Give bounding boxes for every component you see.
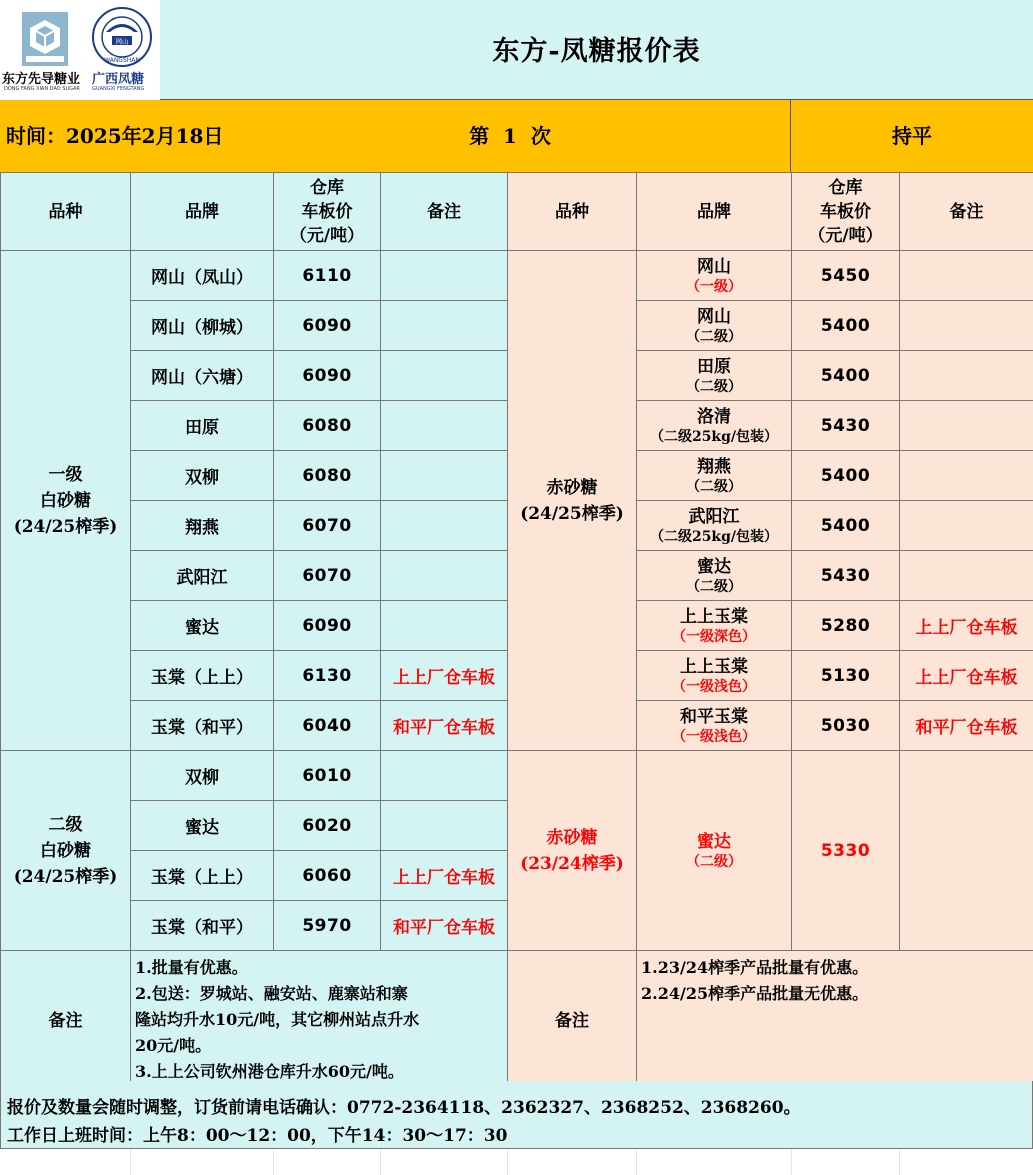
header-price [792, 173, 900, 251]
brand-cell: 田原 [131, 401, 274, 451]
header-price-line: （元/吨） [289, 225, 365, 246]
price-cell: 5970 [274, 901, 381, 951]
dongfang-logo-pinyin: DONG FANG XIAN DAO SUGAR [4, 86, 80, 92]
header-price [274, 173, 381, 251]
variety-line: 白砂糖 [40, 840, 91, 861]
price-cell: 5400 [792, 501, 900, 551]
note-cell [900, 501, 1033, 551]
header-note: 备注 [381, 173, 508, 251]
brand-name: 网山 [697, 306, 731, 327]
office-hours-line: 工作日上班时间：上午8：00～12：00，下午14：30～17：30 [7, 1126, 508, 1146]
notes-label: 备注 [1, 951, 131, 1086]
brand-grade: （二级25kg/包装） [649, 428, 779, 445]
fengtang-badge-ring: WANGSHAN [104, 57, 140, 64]
notes-row [1, 951, 1033, 1086]
price-cell: 6110 [274, 251, 381, 301]
variety-cell [1, 251, 131, 751]
brand-name: 网山 [697, 256, 731, 277]
brand-cell: 蜜达 [131, 801, 274, 851]
fengtang-logo-pinyin: GUANGXI FENGTANG [92, 86, 145, 92]
note-cell [381, 401, 508, 451]
brand-cell: 网山（柳城） [131, 301, 274, 351]
price-cell: 5400 [792, 351, 900, 401]
brand-name: 田原 [697, 356, 731, 377]
sheet-title: 东方-凤糖报价表 [492, 36, 701, 67]
price-cell: 6040 [274, 701, 381, 751]
brand-cell: 玉棠（和平） [131, 901, 274, 951]
price-cell: 6130 [274, 651, 381, 701]
fengtang-logo-name: 广西凤糖 [92, 72, 145, 87]
brand-name: 蜜达 [697, 831, 731, 852]
price-cell: 5400 [792, 451, 900, 501]
note-cell: 和平厂仓车板 [381, 901, 508, 951]
brand-cell [637, 501, 792, 551]
note-cell [900, 451, 1033, 501]
variety-cell [508, 251, 637, 751]
brand-cell [637, 751, 792, 951]
price-cell: 5400 [792, 301, 900, 351]
price-cell: 6080 [274, 401, 381, 451]
header-variety: 品种 [508, 173, 637, 251]
info-row [0, 100, 1033, 172]
note-cell [381, 501, 508, 551]
variety-line: (23/24榨季) [520, 853, 624, 874]
brand-cell: 玉棠（上上） [131, 651, 274, 701]
brand-cell [637, 351, 792, 401]
note-cell: 上上厂仓车板 [381, 851, 508, 901]
contact-footer [0, 1081, 1033, 1149]
dongfang-logo-icon [22, 12, 68, 66]
variety-line: 二级 [48, 814, 83, 835]
note-cell [381, 601, 508, 651]
brand-name: 上上玉棠 [680, 656, 748, 677]
brand-cell: 蜜达 [131, 601, 274, 651]
brand-cell [637, 651, 792, 701]
price-cell: 6020 [274, 801, 381, 851]
note-cell [381, 251, 508, 301]
header-brand: 品牌 [131, 173, 274, 251]
brand-cell [637, 401, 792, 451]
contact-line: 报价及数量会随时调整，订货前请电话确认：0772-2364118、2362327、2368252、2368260。 [7, 1098, 801, 1118]
note-cell [900, 401, 1033, 451]
price-cell: 6090 [274, 601, 381, 651]
brand-grade: （一级） [686, 278, 742, 295]
price-cell: 5280 [792, 601, 900, 651]
header-price-line: （元/吨） [808, 225, 883, 246]
brand-cell: 玉棠（上上） [131, 851, 274, 901]
brand-cell: 双柳 [131, 751, 274, 801]
price-cell: 5130 [792, 651, 900, 701]
notes-label: 备注 [508, 951, 637, 1086]
price-cell: 5430 [792, 401, 900, 451]
brand-grade: （二级25kg/包装） [649, 528, 779, 545]
note-cell [381, 551, 508, 601]
variety-cell [508, 751, 637, 951]
price-cell: 5030 [792, 701, 900, 751]
sheet-header [0, 0, 1033, 100]
note-cell [381, 301, 508, 351]
variety-line: 一级 [48, 464, 83, 485]
brand-name: 蜜达 [697, 556, 731, 577]
variety-line: (24/25榨季) [520, 503, 624, 524]
brand-cell: 玉棠（和平） [131, 701, 274, 751]
brand-name: 上上玉棠 [680, 606, 748, 627]
price-cell: 6060 [274, 851, 381, 901]
note-cell [900, 351, 1033, 401]
brand-name: 洛清 [697, 406, 731, 427]
brand-grade: （二级） [686, 328, 742, 345]
note-line: 1.23/24榨季产品批量有优惠。 [641, 958, 869, 977]
brand-cell [637, 601, 792, 651]
note-line: 隆站均升水10元/吨，其它柳州站点升水 [135, 1010, 420, 1029]
header-price-line: 车板价 [820, 201, 871, 222]
brand-name: 翔燕 [697, 456, 731, 477]
brand-cell: 网山（凤山） [131, 251, 274, 301]
brand-grade: （二级） [686, 578, 742, 595]
price-cell: 5450 [792, 251, 900, 301]
brand-grade: （一级深色） [672, 628, 756, 645]
price-cell: 6010 [274, 751, 381, 801]
price-cell: 6090 [274, 301, 381, 351]
variety-line: 白砂糖 [40, 490, 91, 511]
price-cell: 6070 [274, 551, 381, 601]
fengtang-logo-icon [92, 6, 152, 68]
header-variety: 品种 [1, 173, 131, 251]
brand-name: 和平玉棠 [680, 706, 748, 727]
header-price-line: 车板价 [301, 201, 353, 222]
note-line: 1.批量有优惠。 [135, 958, 248, 977]
dongfang-logo-name: 东方先导糖业 [2, 72, 81, 87]
header-brand: 品牌 [637, 173, 792, 251]
price-cell: 5430 [792, 551, 900, 601]
variety-line: 赤砂糖 [546, 477, 598, 498]
variety-cell [1, 751, 131, 951]
brand-cell [637, 551, 792, 601]
brand-cell [637, 301, 792, 351]
brand-grade: （一级浅色） [672, 728, 756, 745]
note-line: 2.24/25榨季产品批量无优惠。 [641, 984, 869, 1003]
note-cell [900, 751, 1033, 951]
note-cell [381, 801, 508, 851]
price-cell: 5330 [792, 751, 900, 951]
brand-grade: （二级） [686, 378, 742, 395]
brand-cell: 双柳 [131, 451, 274, 501]
note-cell: 上上厂仓车板 [900, 601, 1033, 651]
notes-left [131, 951, 508, 1086]
note-line: 3.上上公司钦州港仓库升水60元/吨。 [135, 1062, 404, 1081]
empty-grid-tail [0, 1149, 1033, 1175]
note-line: 2.包送：罗城站、融安站、鹿寨站和寨 [135, 984, 408, 1003]
price-trend-status: 持平 [790, 100, 1033, 172]
header-note: 备注 [900, 173, 1033, 251]
header-price-line: 仓库 [828, 177, 863, 198]
brand-cell: 网山（六塘） [131, 351, 274, 401]
quote-date: 时间：2025年2月18日 [6, 124, 224, 148]
brand-grade: （二级） [686, 853, 742, 870]
brand-name: 武阳江 [688, 506, 740, 527]
brand-cell [637, 251, 792, 301]
table-row [1, 251, 1033, 301]
brand-cell: 翔燕 [131, 501, 274, 551]
brand-grade: （一级浅色） [672, 678, 756, 695]
brand-cell: 武阳江 [131, 551, 274, 601]
brand-grade: （二级） [686, 478, 742, 495]
price-cell: 6070 [274, 501, 381, 551]
note-cell: 上上厂仓车板 [381, 651, 508, 701]
fengtang-badge-text: 网山 [115, 37, 129, 46]
note-cell [900, 251, 1033, 301]
price-cell: 6090 [274, 351, 381, 401]
price-cell: 6080 [274, 451, 381, 501]
note-cell: 和平厂仓车板 [900, 701, 1033, 751]
note-cell [381, 351, 508, 401]
brand-cell [637, 451, 792, 501]
variety-line: (24/25榨季) [13, 866, 118, 887]
note-cell: 上上厂仓车板 [900, 651, 1033, 701]
note-cell: 和平厂仓车板 [381, 701, 508, 751]
note-line: 20元/吨。 [135, 1036, 212, 1055]
note-cell [900, 301, 1033, 351]
table-row [1, 751, 1033, 801]
logo-area [0, 0, 160, 100]
quote-round: 第 1 次 [469, 124, 551, 148]
header-price-line: 仓库 [310, 177, 344, 198]
note-cell [900, 551, 1033, 601]
variety-line: 赤砂糖 [546, 827, 598, 848]
note-cell [381, 451, 508, 501]
brand-cell [637, 701, 792, 751]
price-table [0, 172, 1033, 1086]
notes-right [637, 951, 1033, 1086]
variety-line: (24/25榨季) [13, 516, 118, 537]
note-cell [381, 751, 508, 801]
